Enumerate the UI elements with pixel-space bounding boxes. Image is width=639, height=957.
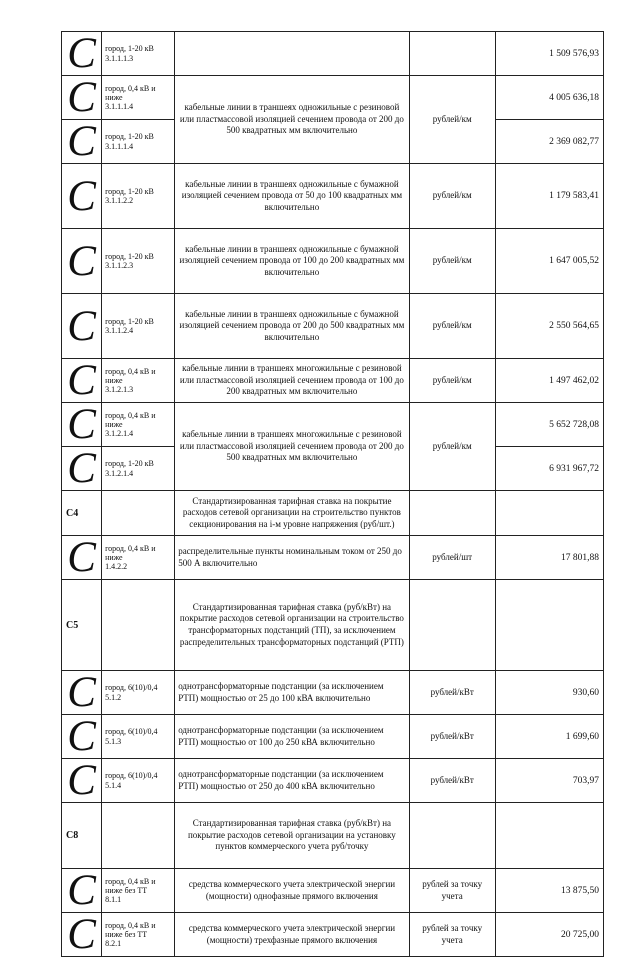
unit-cell: рублей/км: [409, 164, 495, 229]
category-cell: город, 6(10)/0,4 5.1.2: [102, 671, 175, 715]
description-cell: кабельные линии в траншеях многожильные с резиновой или пластмассовой изоляцией сечением провода от 200 до 500 квадратных мм включительно: [175, 403, 409, 491]
table-row: [62, 294, 604, 359]
rate-code: C: [62, 294, 102, 359]
category-cell: [102, 580, 175, 671]
value-cell: 1 699,60: [495, 715, 603, 759]
description-cell: кабельные линии в траншеях одножильные с резиновой или пластмассовой изоляцией сечением провода от 200 до 500 квадратных мм включительно: [175, 76, 409, 164]
section-heading: Стандартизированная тарифная ставка на покрытие расходов сетевой организации на строительство пунктов секционирования на i-м уровне напряжения (руб/шт.): [175, 491, 409, 536]
value-cell: 4 005 636,18: [495, 76, 603, 120]
unit-cell: рублей/кВт: [409, 671, 495, 715]
value-cell: 17 801,88: [495, 536, 603, 580]
value-cell: 1 647 005,52: [495, 229, 603, 294]
unit-cell: [409, 32, 495, 76]
unit-cell: рублей/кВт: [409, 759, 495, 803]
value-cell: 1 179 583,41: [495, 164, 603, 229]
value-cell: 13 875,50: [495, 869, 603, 913]
rate-code: C5: [62, 580, 102, 671]
tariff-table: [61, 31, 604, 957]
value-cell: 2 550 564,65: [495, 294, 603, 359]
category-cell: город, 1-20 кВ 3.1.1.1.4: [102, 120, 175, 164]
rate-code: C: [62, 120, 102, 164]
category-cell: город, 0,4 кВ и ниже без ТТ 8.1.1: [102, 869, 175, 913]
category-cell: город, 1-20 кВ 3.1.1.2.2: [102, 164, 175, 229]
value-cell: 5 652 728,08: [495, 403, 603, 447]
unit-cell: [409, 803, 495, 869]
table-row: [62, 869, 604, 913]
category-cell: город, 0,4 кВ и ниже 3.1.2.1.4: [102, 403, 175, 447]
rate-code: C: [62, 359, 102, 403]
rate-code: C: [62, 32, 102, 76]
unit-cell: [409, 580, 495, 671]
value-cell: [495, 803, 603, 869]
unit-cell: рублей/км: [409, 359, 495, 403]
category-cell: город, 0,4 кВ и ниже без ТТ 8.2.1: [102, 913, 175, 957]
value-cell: 2 369 082,77: [495, 120, 603, 164]
table-row: [62, 536, 604, 580]
table-row: [62, 32, 604, 76]
description-cell: средства коммерческого учета электрической энергии (мощности) трехфазные прямого включения: [175, 913, 409, 957]
table-row: [62, 913, 604, 957]
rate-code: C: [62, 76, 102, 120]
tariff-table-page: [61, 31, 604, 957]
table-row: [62, 715, 604, 759]
category-cell: город, 0,4 кВ и ниже 3.1.1.1.4: [102, 76, 175, 120]
description-cell: [175, 32, 409, 76]
description-cell: кабельные линии в траншеях одножильные с бумажной изоляцией сечением провода от 100 до 200 квадратных мм включительно: [175, 229, 409, 294]
table-row: [62, 491, 604, 536]
category-cell: город, 6(10)/0,4 5.1.3: [102, 715, 175, 759]
value-cell: 20 725,00: [495, 913, 603, 957]
description-cell: кабельные линии в траншеях одножильные с бумажной изоляцией сечением провода от 50 до 100 квадратных мм включительно: [175, 164, 409, 229]
rate-code: C4: [62, 491, 102, 536]
rate-code: C: [62, 869, 102, 913]
description-cell: однотрансформаторные подстанции (за исключением РТП) мощностью от 100 до 250 кВА включительно: [175, 715, 409, 759]
unit-cell: рублей/км: [409, 229, 495, 294]
section-heading: Стандартизированная тарифная ставка (руб/кВт) на покрытие расходов сетевой организации на строительство трансформаторных подстанций (ТП), за исключением распределительных трансформаторных подстанций (РТП): [175, 580, 409, 671]
rate-code: C: [62, 229, 102, 294]
value-cell: [495, 580, 603, 671]
rate-code: C8: [62, 803, 102, 869]
rate-code: C: [62, 536, 102, 580]
unit-cell: рублей/кВт: [409, 715, 495, 759]
table-row: [62, 580, 604, 671]
table-row: [62, 403, 604, 447]
unit-cell: рублей за точку учета: [409, 913, 495, 957]
rate-code: C: [62, 164, 102, 229]
rate-code: C: [62, 671, 102, 715]
rate-code: C: [62, 759, 102, 803]
table-row: [62, 359, 604, 403]
section-heading: Стандартизированная тарифная ставка (руб/кВт) на покрытие расходов сетевой организации на установку пунктов коммерческого учета руб/точку: [175, 803, 409, 869]
description-cell: однотрансформаторные подстанции (за исключением РТП) мощностью от 250 до 400 кВА включительно: [175, 759, 409, 803]
category-cell: [102, 803, 175, 869]
rate-code: C: [62, 403, 102, 447]
table-row: [62, 76, 604, 120]
description-cell: кабельные линии в траншеях многожильные с резиновой или пластмассовой изоляцией сечением провода от 100 до 200 квадратных мм включительно: [175, 359, 409, 403]
value-cell: [495, 491, 603, 536]
value-cell: 930,60: [495, 671, 603, 715]
table-row: [62, 803, 604, 869]
category-cell: город, 0,4 кВ и ниже 1.4.2.2: [102, 536, 175, 580]
category-cell: город, 1-20 кВ 3.1.2.1.4: [102, 447, 175, 491]
category-cell: город, 1-20 кВ 3.1.1.2.3: [102, 229, 175, 294]
unit-cell: рублей/км: [409, 403, 495, 491]
rate-code: C: [62, 913, 102, 957]
rate-code: C: [62, 447, 102, 491]
rate-code: C: [62, 715, 102, 759]
table-row: [62, 229, 604, 294]
description-cell: кабельные линии в траншеях одножильные с бумажной изоляцией сечением провода от 200 до 500 квадратных мм включительно: [175, 294, 409, 359]
table-row: [62, 671, 604, 715]
description-cell: распределительные пункты номинальным током от 250 до 500 А включительно: [175, 536, 409, 580]
table-row: [62, 164, 604, 229]
table-row: [62, 759, 604, 803]
description-cell: однотрансформаторные подстанции (за исключением РТП) мощностью от 25 до 100 кВА включительно: [175, 671, 409, 715]
category-cell: город, 1-20 кВ 3.1.1.1.3: [102, 32, 175, 76]
unit-cell: [409, 491, 495, 536]
category-cell: [102, 491, 175, 536]
value-cell: 1 509 576,93: [495, 32, 603, 76]
unit-cell: рублей/шт: [409, 536, 495, 580]
category-cell: город, 1-20 кВ 3.1.1.2.4: [102, 294, 175, 359]
category-cell: город, 0,4 кВ и ниже 3.1.2.1.3: [102, 359, 175, 403]
unit-cell: рублей/км: [409, 294, 495, 359]
description-cell: средства коммерческого учета электрической энергии (мощности) однофазные прямого включения: [175, 869, 409, 913]
category-cell: город, 6(10)/0,4 5.1.4: [102, 759, 175, 803]
value-cell: 6 931 967,72: [495, 447, 603, 491]
unit-cell: рублей за точку учета: [409, 869, 495, 913]
value-cell: 703,97: [495, 759, 603, 803]
unit-cell: рублей/км: [409, 76, 495, 164]
value-cell: 1 497 462,02: [495, 359, 603, 403]
